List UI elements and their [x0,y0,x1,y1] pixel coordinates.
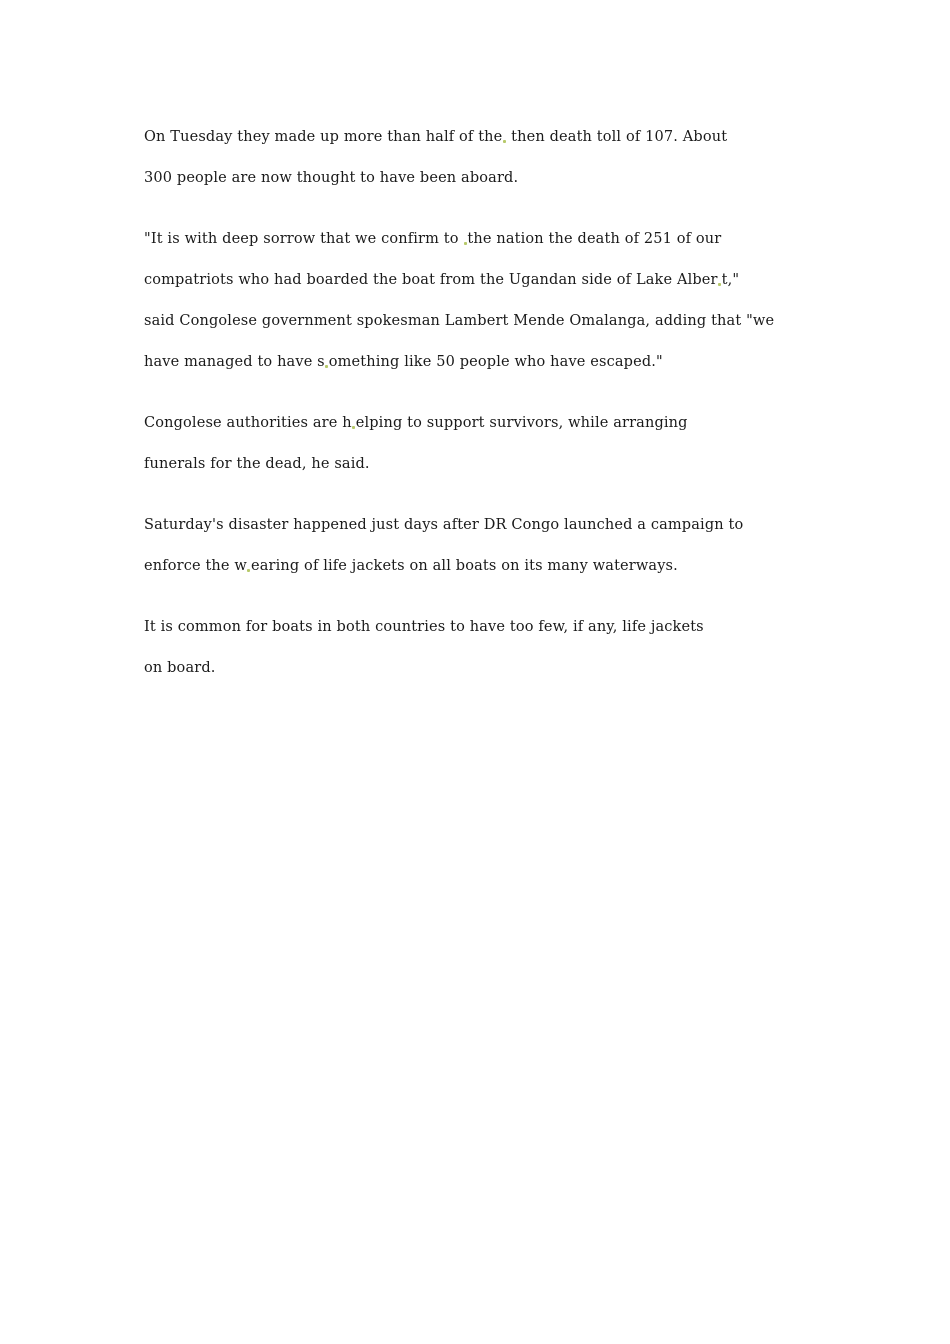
paragraph [144,506,814,588]
text-segment: Congolese authorities are h [144,415,352,431]
text-segment: t," [721,272,740,288]
paragraph [144,608,814,690]
text-line [144,404,814,445]
paragraph [144,404,814,486]
text-segment: earing of life jackets on all boats on its many waterways. [250,558,678,574]
article-body [144,118,814,710]
text-segment: said Congolese government spokesman Lambert Mende Omalanga, adding that "we [144,313,775,329]
text-line [144,649,814,690]
text-line [144,159,814,200]
text-line [144,343,814,384]
text-segment: on board. [144,660,216,676]
paragraph [144,220,814,384]
paragraph [144,118,814,200]
text-segment: On Tuesday they made up more than half of the [144,129,503,145]
text-segment: omething like 50 people who have escaped." [328,354,663,370]
text-segment: 300 people are now thought to have been aboard. [144,170,519,186]
text-line [144,220,814,261]
text-segment: enforce the w [144,558,247,574]
text-segment: then death toll of 107. About [506,129,728,145]
text-line [144,302,814,343]
text-segment: have managed to have s [144,354,325,370]
text-segment: funerals for the dead, he said. [144,456,370,472]
text-line [144,547,814,588]
text-line [144,261,814,302]
text-segment: the nation the death of 251 of our [467,231,722,247]
text-segment: compatriots who had boarded the boat from the Ugandan side of Lake Alber [144,272,718,288]
text-segment: "It is with deep sorrow that we confirm to [144,231,464,247]
text-line [144,445,814,486]
text-line [144,118,814,159]
text-segment: It is common for boats in both countries to have too few, if any, life jackets [144,619,704,635]
text-line [144,506,814,547]
text-line [144,608,814,649]
text-segment: Saturday's disaster happened just days after DR Congo launched a campaign to [144,517,744,533]
text-segment: elping to support survivors, while arranging [355,415,688,431]
